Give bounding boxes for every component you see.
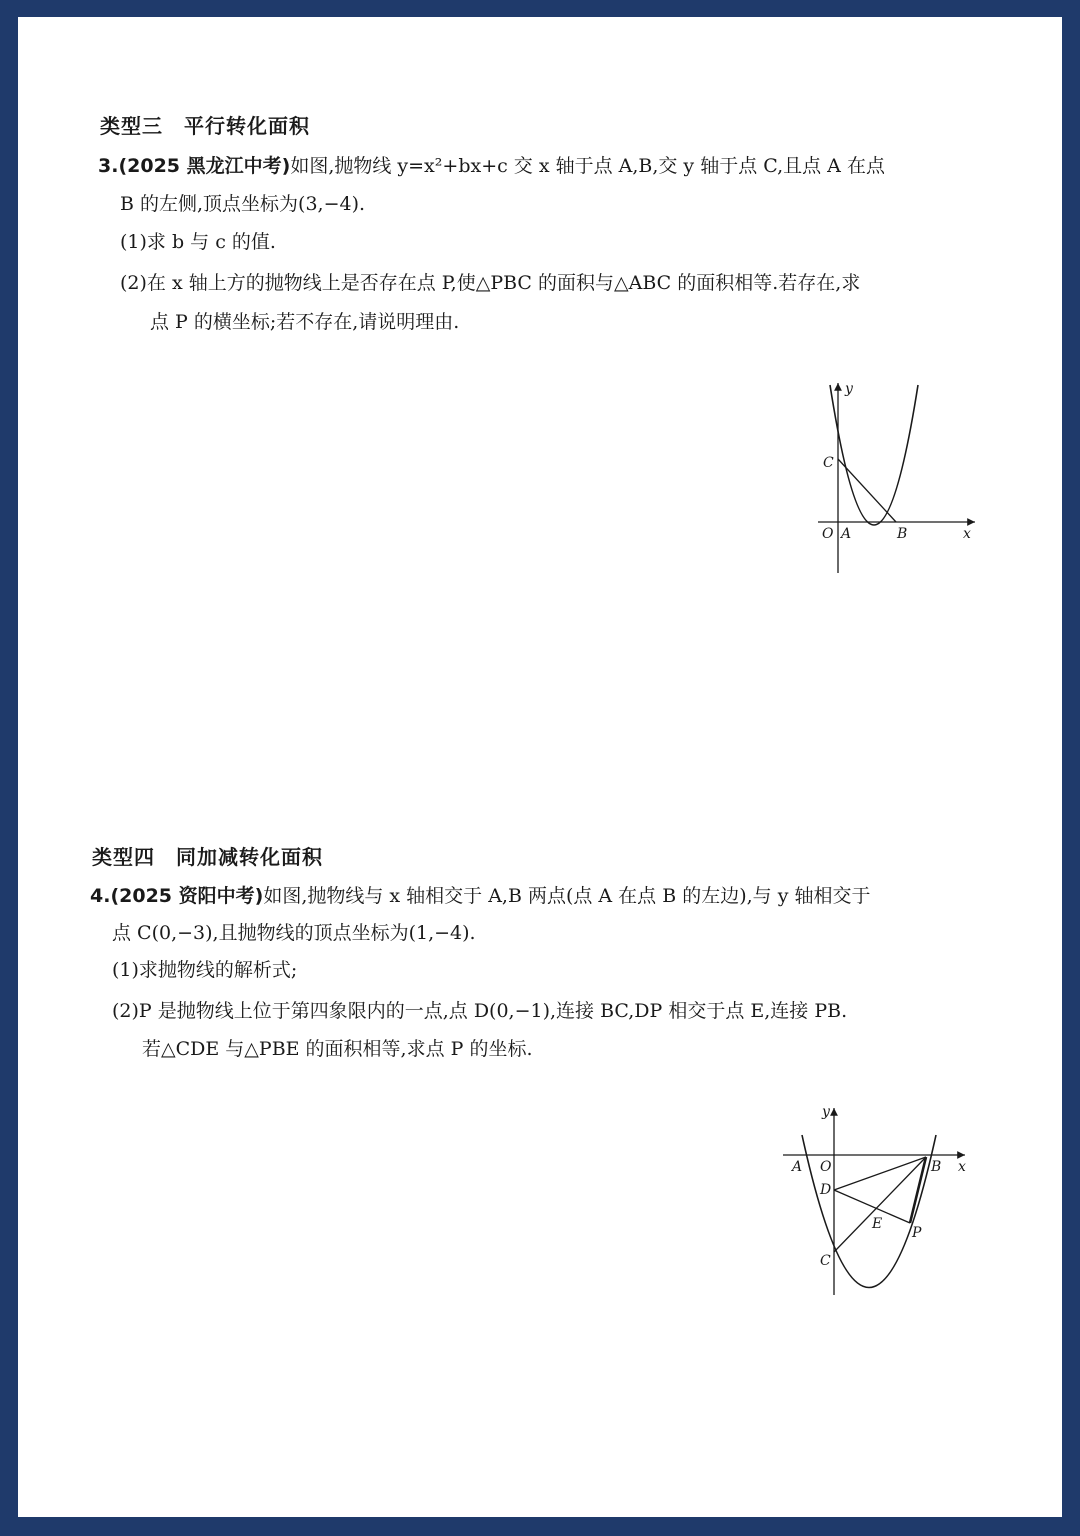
- label-d: D: [820, 1182, 832, 1198]
- problem-3-source: (2025 黑龙江中考): [118, 155, 291, 177]
- segment-cb: [838, 459, 896, 522]
- problem-4-number: 4.: [90, 885, 111, 907]
- problem-3-number: 3.: [98, 155, 119, 177]
- problem-4-question-1: (1)求抛物线的解析式;: [112, 959, 298, 981]
- label-a: A: [841, 526, 852, 542]
- label-x: x: [963, 526, 971, 542]
- section-3-title: 类型三 平行转化面积: [100, 114, 310, 138]
- problem-3-line-1: [98, 154, 885, 178]
- problem-3-question-2-line-1: (2)在 x 轴上方的抛物线上是否存在点 P,使△PBC 的面积与△ABC 的面积相等.若存在,求: [120, 272, 861, 294]
- problem-4-line-2: 点 C(0,−3),且抛物线的顶点坐标为(1,−4).: [112, 922, 476, 944]
- problem-4-stem-1: 如图,抛物线与 x 轴相交于 A,B 两点(点 A 在点 B 的左边),与 y 轴相交于: [263, 885, 871, 907]
- problem-4-line-1: [90, 884, 871, 908]
- label-o: O: [820, 1159, 832, 1175]
- problem-3-stem-1: 如图,抛物线 y=x²+bx+c 交 x 轴于点 A,B,交 y 轴于点 C,且点 A 在点: [290, 155, 885, 177]
- problem-4-question-2-line-2: 若△CDE 与△PBE 的面积相等,求点 P 的坐标.: [142, 1038, 533, 1060]
- label-x: x: [958, 1159, 966, 1175]
- problem-4-question-2-line-1: (2)P 是抛物线上位于第四象限内的一点,点 D(0,−1),连接 BC,DP 相交于点 E,连接 PB.: [112, 1000, 848, 1022]
- label-b: B: [897, 526, 908, 542]
- problem-3-question-1: (1)求 b 与 c 的值.: [120, 231, 276, 253]
- label-o: O: [822, 526, 834, 542]
- section-4-title: 类型四 同加减转化面积: [92, 845, 323, 869]
- label-c: C: [820, 1253, 831, 1269]
- segment-pb: [910, 1157, 926, 1223]
- problem-4-source: (2025 资阳中考): [110, 885, 264, 907]
- label-b: B: [931, 1159, 942, 1175]
- label-p: P: [912, 1225, 922, 1241]
- label-y: y: [822, 1104, 830, 1120]
- problem-3-question-2-line-2: 点 P 的横坐标;若不存在,请说明理由.: [150, 311, 460, 333]
- label-c: C: [823, 455, 834, 471]
- problem-4-figure: [780, 1100, 975, 1300]
- label-y: y: [845, 381, 853, 397]
- segment-db: [834, 1157, 926, 1190]
- problem-3-figure: [810, 375, 985, 580]
- problem-3-line-2: B 的左侧,顶点坐标为(3,−4).: [120, 193, 366, 215]
- label-e: E: [872, 1216, 883, 1232]
- label-a: A: [792, 1159, 803, 1175]
- parabola-curve: [830, 385, 918, 525]
